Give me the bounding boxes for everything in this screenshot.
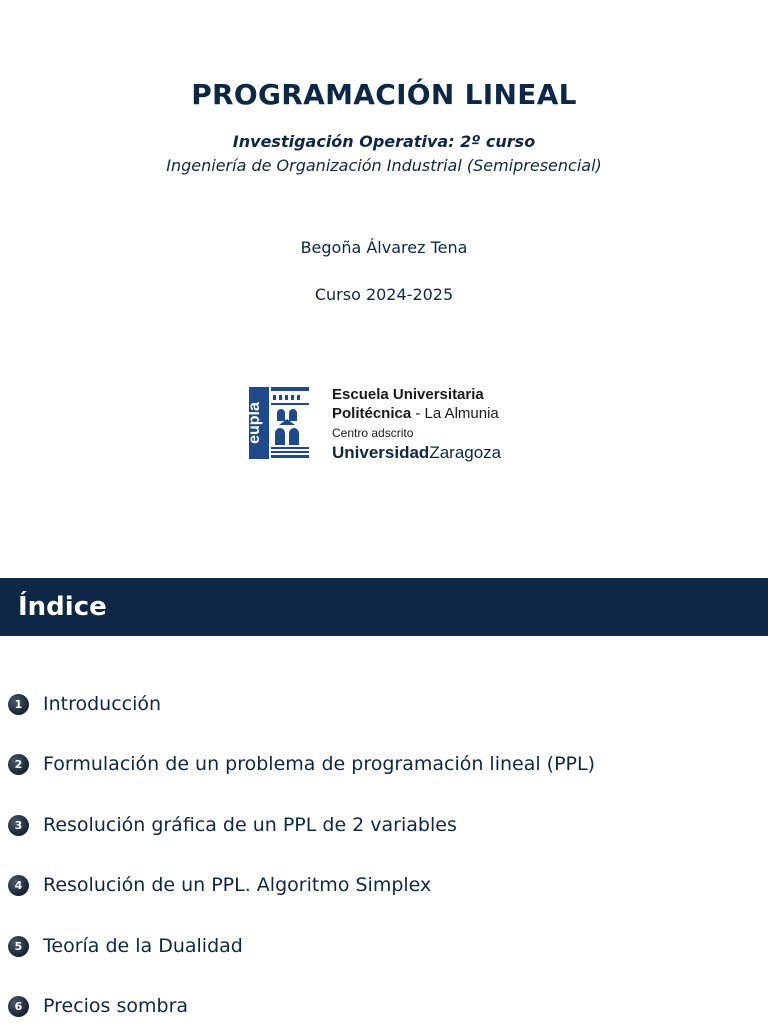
toc-number-badge: 4 (8, 875, 29, 896)
toc-item-3[interactable] (8, 811, 457, 839)
toc-item-label: Introducción (43, 693, 162, 715)
toc-item-label: Teoría de la Dualidad (43, 935, 243, 957)
toc-item-4[interactable] (8, 871, 431, 899)
toc-item-6[interactable] (8, 992, 188, 1020)
logo-mark-text: eupla (246, 402, 263, 444)
logo-text (332, 385, 532, 463)
eupla-building-icon (246, 385, 311, 461)
toc-item-2[interactable] (8, 750, 595, 778)
academic-year: Curso 2024-2025 (314, 285, 454, 304)
logo-school-name-2: Politécnica - La Almunia (332, 405, 499, 422)
toc-number-badge: 3 (8, 815, 29, 836)
section-title: Índice (18, 592, 107, 622)
toc-number-badge: 5 (8, 936, 29, 957)
toc-number-badge: 1 (8, 694, 29, 715)
section-header-bar (0, 578, 768, 636)
degree-subtitle: Ingeniería de Organización Industrial (Semipresencial) (166, 156, 602, 175)
toc-item-label: Precios sombra (43, 995, 189, 1017)
toc-number-badge: 2 (8, 754, 29, 775)
author-name: Begoña Álvarez Tena (300, 238, 468, 257)
logo-university: UniversidadZaragoza (332, 443, 502, 462)
course-subtitle: Investigación Operativa: 2º curso (232, 132, 536, 151)
page-title: PROGRAMACIÓN LINEAL (191, 78, 577, 111)
toc-number-badge: 6 (8, 996, 29, 1017)
toc-item-label: Resolución de un PPL. Algoritmo Simplex (43, 874, 432, 896)
toc-item-label: Resolución gráfica de un PPL de 2 variables (43, 814, 457, 836)
toc-item-5[interactable] (8, 932, 243, 960)
eupla-logo (246, 385, 529, 465)
toc-item-label: Formulación de un problema de programación lineal (PPL) (43, 753, 596, 775)
toc-item-1[interactable] (8, 690, 161, 718)
logo-school-name: Escuela Universitaria (332, 386, 484, 403)
logo-affiliation: Centro adscrito (332, 426, 414, 440)
